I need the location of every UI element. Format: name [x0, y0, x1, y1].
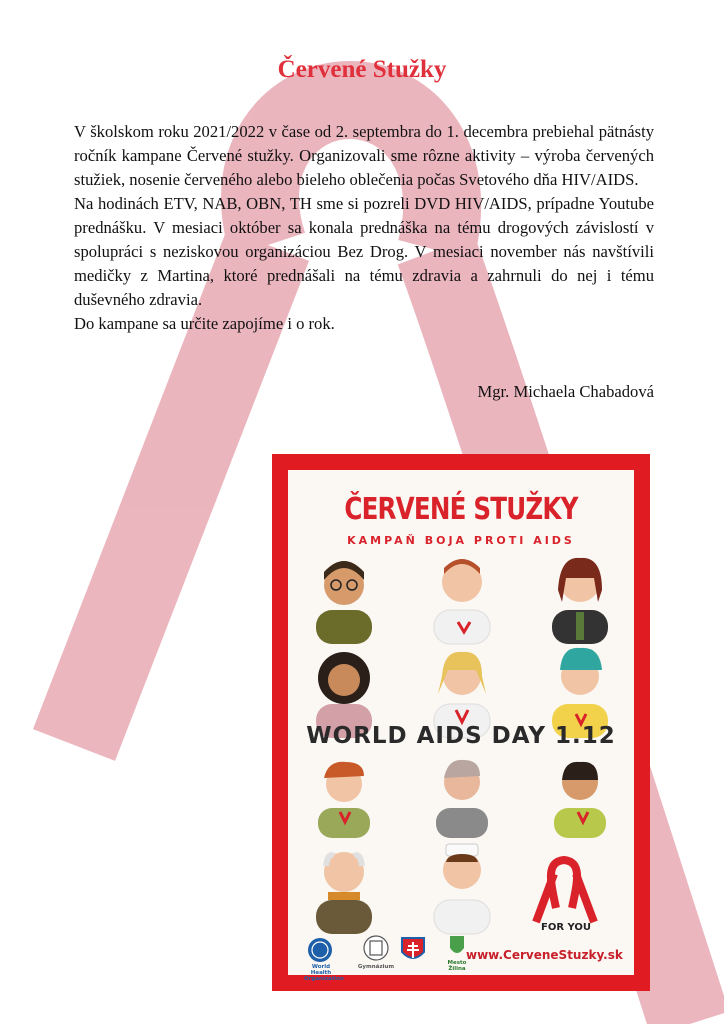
person-illustration — [552, 558, 608, 644]
campaign-poster — [272, 454, 650, 991]
who-logo — [308, 938, 332, 962]
logo-label-line: World Health — [310, 964, 332, 976]
logo-label-line: Organization — [304, 976, 344, 982]
ribbon-icon — [536, 860, 594, 922]
for-you-label: FOR YOU — [540, 922, 592, 933]
gymnazium-logo-label: Gymnázium — [357, 964, 395, 970]
poster-headline: WORLD AIDS DAY 1.12 — [306, 723, 616, 749]
person-illustration — [318, 762, 370, 838]
person-illustration — [434, 559, 490, 644]
coat-of-arms-logo — [402, 938, 424, 958]
paragraph: V školskom roku 2021/2022 v čase od 2. septembra do 1. decembra prebiehal pätnásty ročník kampane Červené stužky. Organizovali sme rôzne aktivity – výroba červených stužiek, nosenie červeného alebo bieleho oblečenia počas Svetového dňa HIV/AIDS. — [74, 122, 654, 189]
person-illustration — [434, 844, 490, 934]
website-link[interactable]: www.CerveneStuzky.sk — [466, 948, 623, 962]
poster-canvas — [288, 470, 634, 982]
poster-subtitle: KAMPAŇ BOJA PROTI AIDS — [347, 534, 575, 547]
person-illustration — [554, 762, 606, 838]
page-title: Červené Stužky — [277, 56, 447, 83]
person-illustration — [316, 852, 372, 934]
zilina-logo — [450, 936, 464, 953]
poster-title: ČERVENÉ STUŽKY — [344, 492, 578, 527]
who-logo-label — [304, 964, 344, 982]
gymnazium-logo — [364, 936, 388, 960]
paragraph: Na hodinách ETV, NAB, OBN, TH sme si pozreli DVD HIV/AIDS, prípadne Youtube prednášku. V mesiaci október sa konala prednáška na tému drogových závislostí v spolupráci s neziskovou organizáciou Bez Drog. V mesiaci november nás navštívili medičky z Martina, ktoré prednášali na tému zdravia a zahrnuli do nej i tému duševného zdravia. — [74, 194, 654, 309]
signature: Mgr. Michaela Chabadová — [477, 382, 654, 401]
person-illustration — [436, 760, 488, 838]
body-text — [74, 120, 654, 336]
paragraph: Do kampane sa určite zapojíme i o rok. — [74, 314, 335, 333]
person-illustration — [316, 561, 372, 644]
zilina-logo-label: Mesto Žilina — [447, 960, 467, 972]
